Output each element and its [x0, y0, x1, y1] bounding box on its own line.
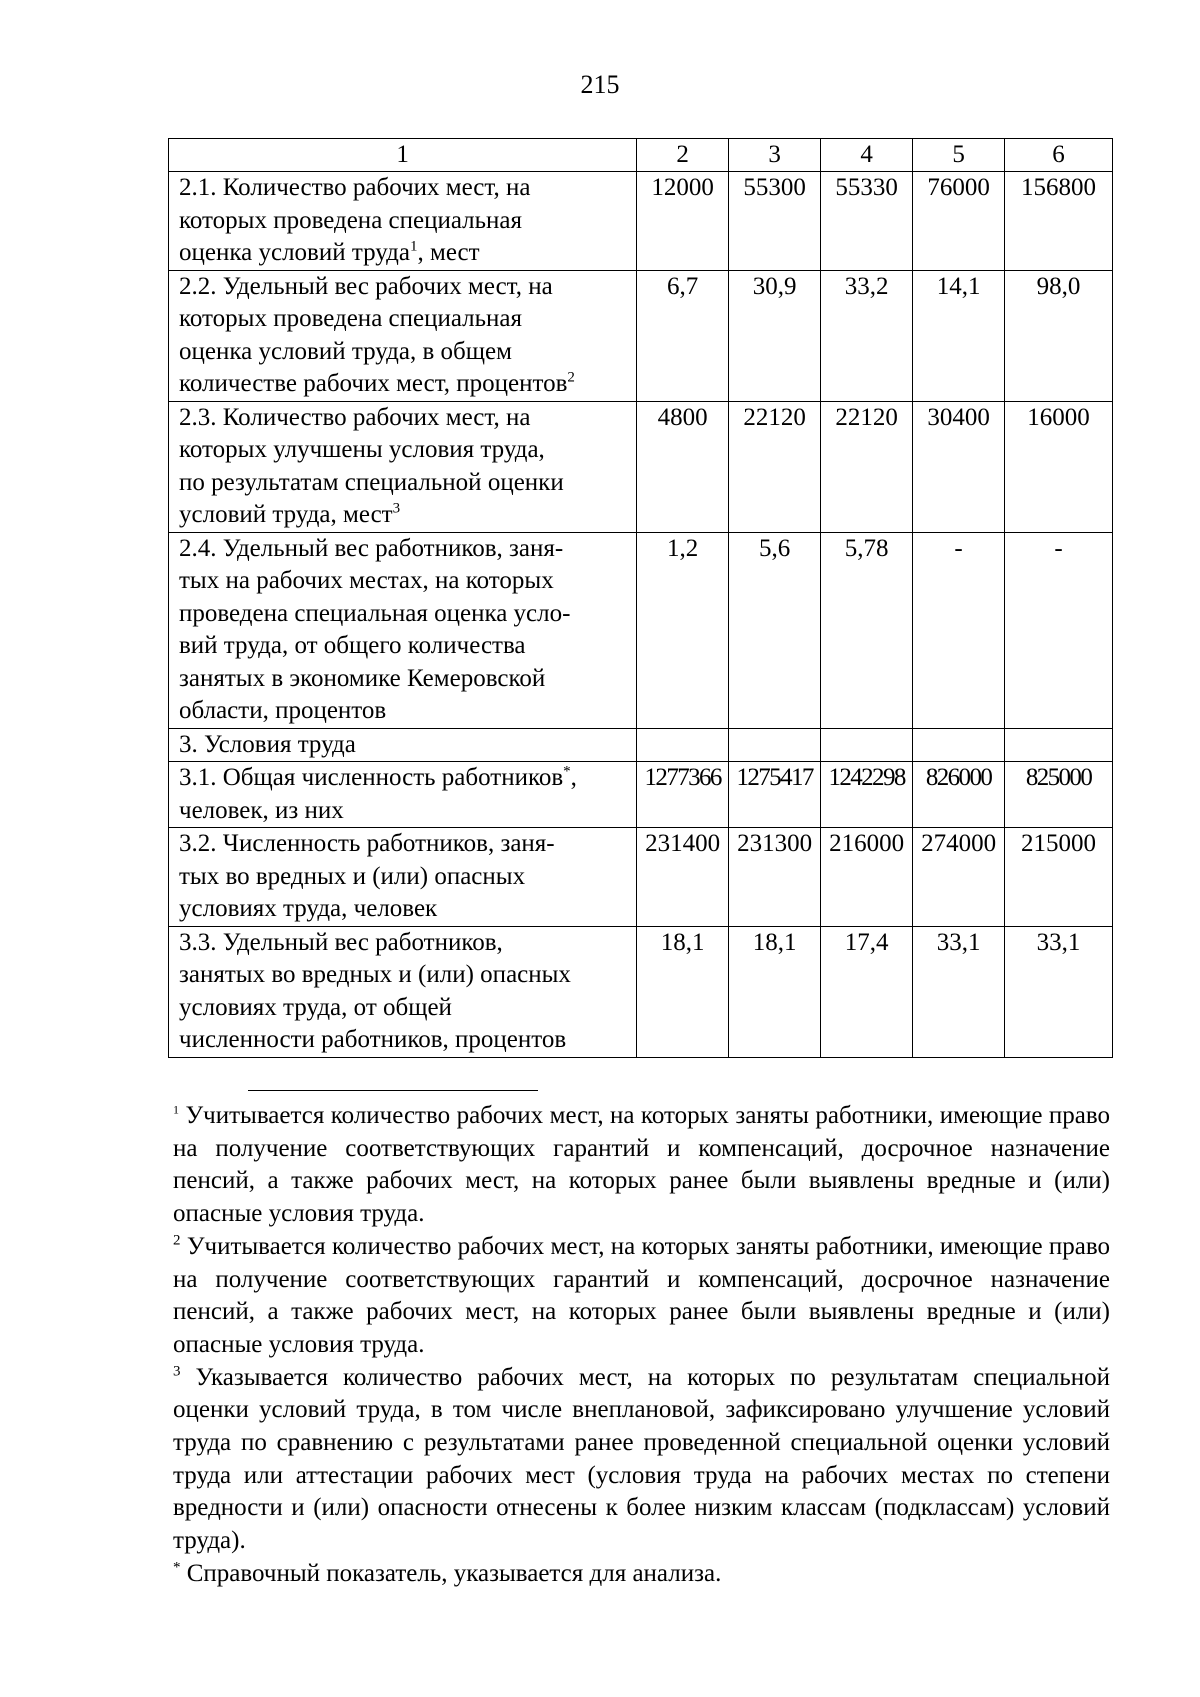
row-label: 2.1. Количество рабочих мест, на которых проведена специальная оценка условий труда$^1$, мест: [169, 172, 637, 271]
table-row: [169, 762, 1113, 828]
row-label: 2.2. Удельный вес рабочих мест, на которых проведена специальная оценка условий труда, в общем количестве рабочих мест, процентов$^2$: [169, 270, 637, 401]
table-row: [169, 401, 1113, 532]
table-cell: [1005, 728, 1113, 762]
table-cell: 16000: [1005, 401, 1113, 532]
table-cell: 76000: [913, 172, 1005, 271]
table-cell: 30,9: [729, 270, 821, 401]
column-header: 4: [821, 139, 913, 172]
footnote: $^1$ Учитывается количество рабочих мест, на которых заняты работники, имеющие право на получение соответствующих гарантий и компенсаций, досрочное назначение пенсий, а также рабочих мест, на которых ранее были выявлены вредные и (или) опасные условия труда.: [173, 1102, 1110, 1228]
table-cell: [821, 728, 913, 762]
table-row: [169, 828, 1113, 927]
table-cell: [729, 728, 821, 762]
row-label: 3. Условия труда: [169, 728, 637, 762]
column-header: 1: [169, 139, 637, 172]
row-label: 2.4. Удельный вес работников, заня- тых на рабочих местах, на которых проведена специальная оценка усло- вий труда, от общего количества занятых в экономике Кемеровской области, процентов: [169, 532, 637, 728]
footnote-mark: 1: [173, 1102, 179, 1117]
table-cell: 1275417: [729, 762, 821, 828]
table-cell: -: [913, 532, 1005, 728]
table-row: [169, 172, 1113, 271]
table-cell: 55330: [821, 172, 913, 271]
footnote-mark: 3: [173, 1363, 181, 1380]
column-header: 2: [637, 139, 729, 172]
table-cell: 825000: [1005, 762, 1113, 828]
table-cell: [637, 728, 729, 762]
table-cell: 215000: [1005, 828, 1113, 927]
row-label: 3.3. Удельный вес работников, занятых во вредных и (или) опасных условиях труда, от общей численности работников, процентов: [169, 926, 637, 1057]
table-cell: 5,6: [729, 532, 821, 728]
table-row: [169, 532, 1113, 728]
table-cell: 156800: [1005, 172, 1113, 271]
indicators-table: [168, 138, 1113, 1058]
row-label: 2.3. Количество рабочих мест, на которых улучшены условия труда, по результатам специальной оценки условий труда, мест$^3$: [169, 401, 637, 532]
table-cell: 4800: [637, 401, 729, 532]
table-cell: 22120: [729, 401, 821, 532]
table-cell: 274000: [913, 828, 1005, 927]
table-row: [169, 270, 1113, 401]
footnote: $^2$ Учитывается количество рабочих мест, на которых заняты работники, имеющие право на получение соответствующих гарантий и компенсаций, досрочное назначение пенсий, а также рабочих мест, на которых ранее были выявлены вредные и (или) опасные условия труда.: [173, 1232, 1111, 1358]
table-cell: 1277366: [637, 762, 729, 828]
table-cell: 6,7: [637, 270, 729, 401]
table-cell: 30400: [913, 401, 1005, 532]
table-row-section: [169, 728, 1113, 762]
table-cell: 826000: [913, 762, 1005, 828]
table-cell: 216000: [821, 828, 913, 927]
footnotes: [173, 1100, 1110, 1591]
table-row: [169, 926, 1113, 1057]
table-cell: 1242298: [821, 762, 913, 828]
table-cell: 14,1: [913, 270, 1005, 401]
footnote-divider: [248, 1090, 538, 1091]
page-number: 215: [580, 70, 620, 99]
table-cell: 18,1: [729, 926, 821, 1057]
table-cell: 22120: [821, 401, 913, 532]
table-cell: 231400: [637, 828, 729, 927]
table-cell: 98,0: [1005, 270, 1113, 401]
footnote-mark: *: [173, 1559, 181, 1576]
table-cell: -: [1005, 532, 1113, 728]
row-label: 3.2. Численность работников, заня- тых во вредных и (или) опасных условиях труда, человек: [169, 828, 637, 927]
footnote-ref: 2: [567, 369, 575, 386]
table-header-row: [169, 139, 1113, 172]
table-cell: 33,2: [821, 270, 913, 401]
table-cell: 17,4: [821, 926, 913, 1057]
footnote-ref: 1: [410, 238, 418, 255]
table-cell: 12000: [637, 172, 729, 271]
footnote: * Справочный показатель, указывается для анализа.: [173, 1559, 722, 1587]
table-cell: 231300: [729, 828, 821, 927]
column-header: 3: [729, 139, 821, 172]
table-cell: 1,2: [637, 532, 729, 728]
column-header: 5: [913, 139, 1005, 172]
table-cell: 55300: [729, 172, 821, 271]
table-cell: 33,1: [1005, 926, 1113, 1057]
row-label: 3.1. Общая численность работников*, человек, из них: [169, 762, 637, 828]
table-cell: 18,1: [637, 926, 729, 1057]
table-cell: 33,1: [913, 926, 1005, 1057]
footnote-ref: 3: [392, 500, 401, 517]
footnote-mark: 2: [173, 1232, 181, 1249]
footnote-ref: *: [563, 763, 571, 780]
column-header: 6: [1005, 139, 1113, 172]
table-cell: [913, 728, 1005, 762]
table-cell: 5,78: [821, 532, 913, 728]
footnote: $^3$ Указывается количество рабочих мест, на которых по результатам специальной оценки условий труда, в том числе внеплановой, зафиксировано улучшение условий труда по сравнению с результатами ранее проведенной специальной оценки условий труда или аттестации рабочих мест (условия труда на рабочих местах по степени вредности и (или) опасности отнесены к более низким классам (подклассам) условий труда).: [173, 1363, 1110, 1555]
